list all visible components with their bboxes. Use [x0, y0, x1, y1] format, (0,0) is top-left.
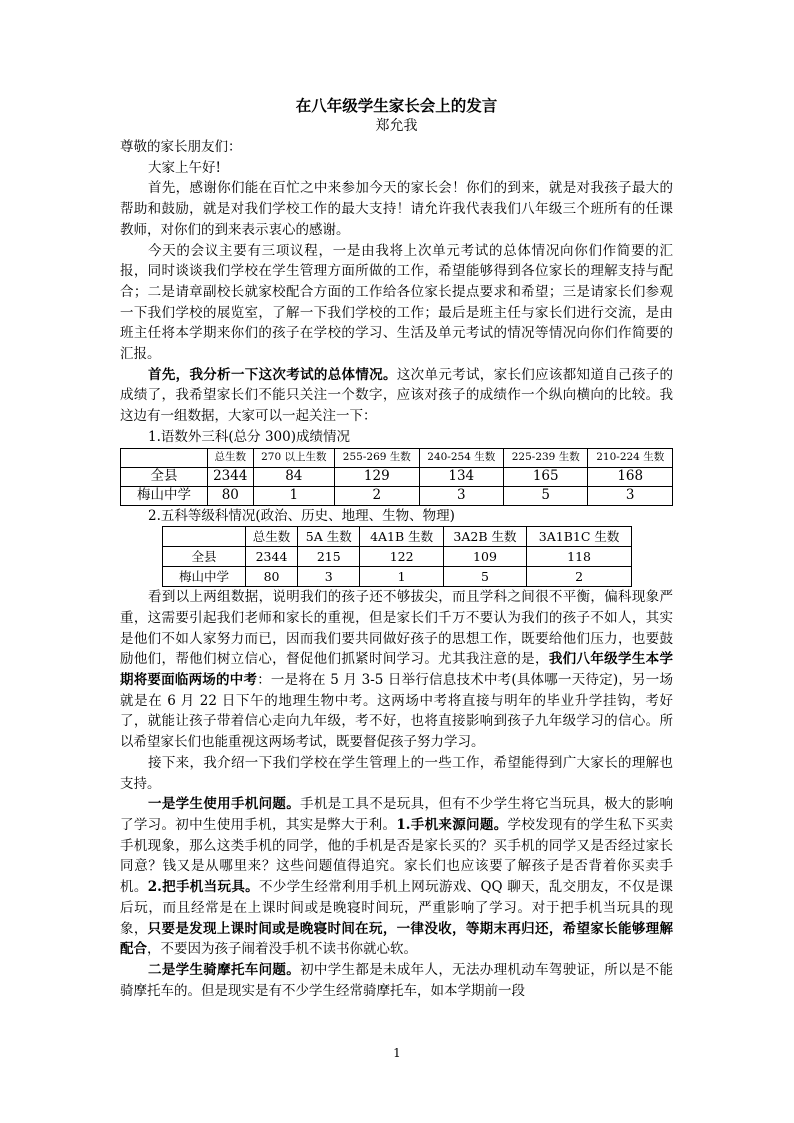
table-cell: 84	[253, 467, 334, 486]
table-cell: 109	[443, 547, 526, 567]
management-intro-paragraph: 接下来，我介绍一下我们学校在学生管理上的一些工作，希望能得到广大家长的理解也支持。	[120, 754, 673, 792]
phone-as-toy-heading: 2.把手机当玩具。	[147, 879, 260, 896]
table-cell: 5	[443, 567, 526, 587]
table-cell: 168	[588, 467, 673, 486]
page-number: 1	[393, 1046, 401, 1060]
phone-text-4: ，不要因为孩子闹着没手机不读书你就心软。	[147, 941, 417, 958]
phone-text-1: 手机是工具不是玩具，但有不少学生将它当玩具，极大的影响了学习。初中生使用手机，其实是弊大于利。	[120, 796, 674, 833]
greeting-paragraph: 大家上午好!	[148, 159, 221, 176]
motorcycle-text: 初中学生都是未成年人，无法办理机动车驾驶证，所以是不能骑摩托车的。但是现实是有不少学生经常骑摩托车，如本学期前一段	[120, 961, 674, 999]
document-title: 在八年级学生家长会上的发言	[295, 96, 498, 115]
table-header-cell: 255-269 生数	[335, 448, 419, 467]
table-header-row	[163, 527, 632, 547]
table-cell: 全县	[163, 547, 246, 567]
two-exams-emphasis: 我们八年级学生本学期将要面临两场的中考	[120, 651, 674, 689]
table1-caption: 1.语数外三科(总分 300)成绩情况	[148, 428, 350, 445]
table-cell: 梅山中学	[121, 486, 208, 505]
table-cell: 134	[419, 467, 503, 486]
exam-analysis-heading: 首先，我分析一下这次考试的总体情况。	[148, 366, 397, 383]
phone-source-heading: 1.手机来源问题。	[396, 816, 508, 833]
phone-text-2: 学校发现有的学生私下买卖手机现象，那么这类手机的同学，他的手机是否是家长买的？买手机的同学又是否经过家长同意？钱又是从哪里来？这些问题值得追究。家长们也应该要了解孩子是否背着你买卖手机。	[120, 816, 674, 896]
table-header-row	[121, 448, 673, 467]
table-cell: 5	[503, 486, 587, 505]
table-cell: 2	[335, 486, 419, 505]
phone-issue-paragraph	[120, 794, 673, 960]
phone-text-3: 不少学生经常利用手机上网玩游戏、QQ 聊天，乱交朋友，不仅是课后玩，而且经常是在上课时间或是晚寝时间玩，严重影响了学习。对于把手机当玩具的现象，	[120, 879, 673, 937]
table-header-cell: 总生数	[246, 527, 298, 547]
salutation: 尊敬的家长朋友们：	[120, 139, 242, 155]
table-cell: 2344	[246, 547, 298, 567]
table-cell: 165	[503, 467, 587, 486]
table-row	[121, 467, 673, 486]
author-name: 郑允我	[375, 118, 418, 134]
scores-table-three-subjects	[120, 448, 673, 506]
thanks-paragraph: 首先，感谢你们能在百忙之中来参加今天的家长会！你们的到来，就是对我孩子最大的帮助和鼓励，就是对我们学校工作的最大支持！请允许我代表我们八年级三个班所有的任课教师，对你们的到来表示衷心的感谢。	[120, 180, 673, 238]
data-analysis-paragraph	[120, 587, 673, 753]
table-header-cell: 3A2B 生数	[443, 527, 526, 547]
table-cell: 122	[360, 547, 443, 567]
table-row	[163, 547, 632, 567]
table-row	[121, 486, 673, 505]
table-cell: 3	[419, 486, 503, 505]
table-cell: 2344	[208, 467, 254, 486]
phone-issue-heading: 一是学生使用手机问题。	[148, 796, 301, 813]
table-cell: 118	[527, 547, 632, 567]
table-cell: 3	[588, 486, 673, 505]
table-cell: 215	[298, 547, 360, 567]
table-header-cell: 3A1B1C 生数	[527, 527, 632, 547]
scores-table-five-subjects	[162, 526, 632, 587]
table-header-cell: 225-239 生数	[503, 448, 587, 467]
table-header-cell: 240-254 生数	[419, 448, 503, 467]
table-row	[163, 567, 632, 587]
exam-analysis-paragraph	[120, 365, 673, 427]
table-header-cell: 4A1B 生数	[360, 527, 443, 547]
table-cell: 梅山中学	[163, 567, 246, 587]
analysis-text-b: ：一是将在 5 月 3-5 日举行信息技术中考(具体哪一天待定)，另一场就是在 6 月 22 日下午的地理生物中考。这两场中考将直接与明年的毕业升学挂钩，考好了，就能让孩子带着信心走向九年级，考不好，也将直接影响到孩子九年级学习的信心。所以希望家长们也能重视这两场考试，既要督促孩子努力学习。	[120, 672, 673, 751]
table-cell: 80	[208, 486, 254, 505]
table-cell: 2	[527, 567, 632, 587]
motorcycle-issue-paragraph	[120, 960, 673, 1001]
table-header-cell: 总生数	[208, 448, 254, 467]
table-header-cell	[163, 527, 246, 547]
table-header-cell: 210-224 生数	[588, 448, 673, 467]
motorcycle-issue-heading: 二是学生骑摩托车问题。	[148, 961, 301, 978]
agenda-paragraph: 今天的会议主要有三项议程，一是由我将上次单元考试的总体情况向你们作简要的汇报，同时谈谈我们学校在学生管理方面所做的工作，希望能够得到各位家长的理解支持与配合；二是请章副校长就家校配合方面的工作给各位家长提点要求和希望；三是请家长们参观一下我们学校的展览室，了解一下我们学校的工作；最后是班主任与家长们进行交流，是由班主任将本学期来你们的孩子在学校的学习、生活及单元考试的情况等情况向你们作简要的汇报。	[120, 242, 673, 363]
table-cell: 1	[360, 567, 443, 587]
document-page	[120, 96, 673, 1001]
table-header-cell	[121, 448, 208, 467]
table-header-cell: 5A 生数	[298, 527, 360, 547]
table-cell: 80	[246, 567, 298, 587]
table-header-cell: 270 以上生数	[253, 448, 334, 467]
table-cell: 3	[298, 567, 360, 587]
exam-analysis-text: 这次单元考试，家长们应该都知道自己孩子的成绩了，我希望家长们不能只关注一个数字，应该对孩子的成绩作一个纵向横向的比较。我这边有一组数据，大家可以一起关注一下：	[120, 366, 674, 425]
table2-caption: 2.五科等级科情况(政治、历史、地理、生物、物理)	[148, 507, 455, 524]
table-cell: 1	[253, 486, 334, 505]
table-cell: 129	[335, 467, 419, 486]
phone-confiscation-emphasis: 只要是发现上课时间或是晚寝时间在玩，一律没收，等期末再归还，希望家长能够理解配合	[120, 920, 674, 958]
analysis-text-a: 看到以上两组数据，说明我们的孩子还不够拔尖，而且学科之间很不平衡，偏科现象严重，这需要引起我们老师和家长的重视，但是家长们千万不要认为我们的孩子不如人，其实是他们不如人家努力而已，因而我们要共同做好孩子的思想工作，既要给他们压力，也要鼓励他们，帮他们树立信心，督促他们抓紧时间学习。尤其我注意的是，	[120, 589, 673, 668]
table-cell: 全县	[121, 467, 208, 486]
